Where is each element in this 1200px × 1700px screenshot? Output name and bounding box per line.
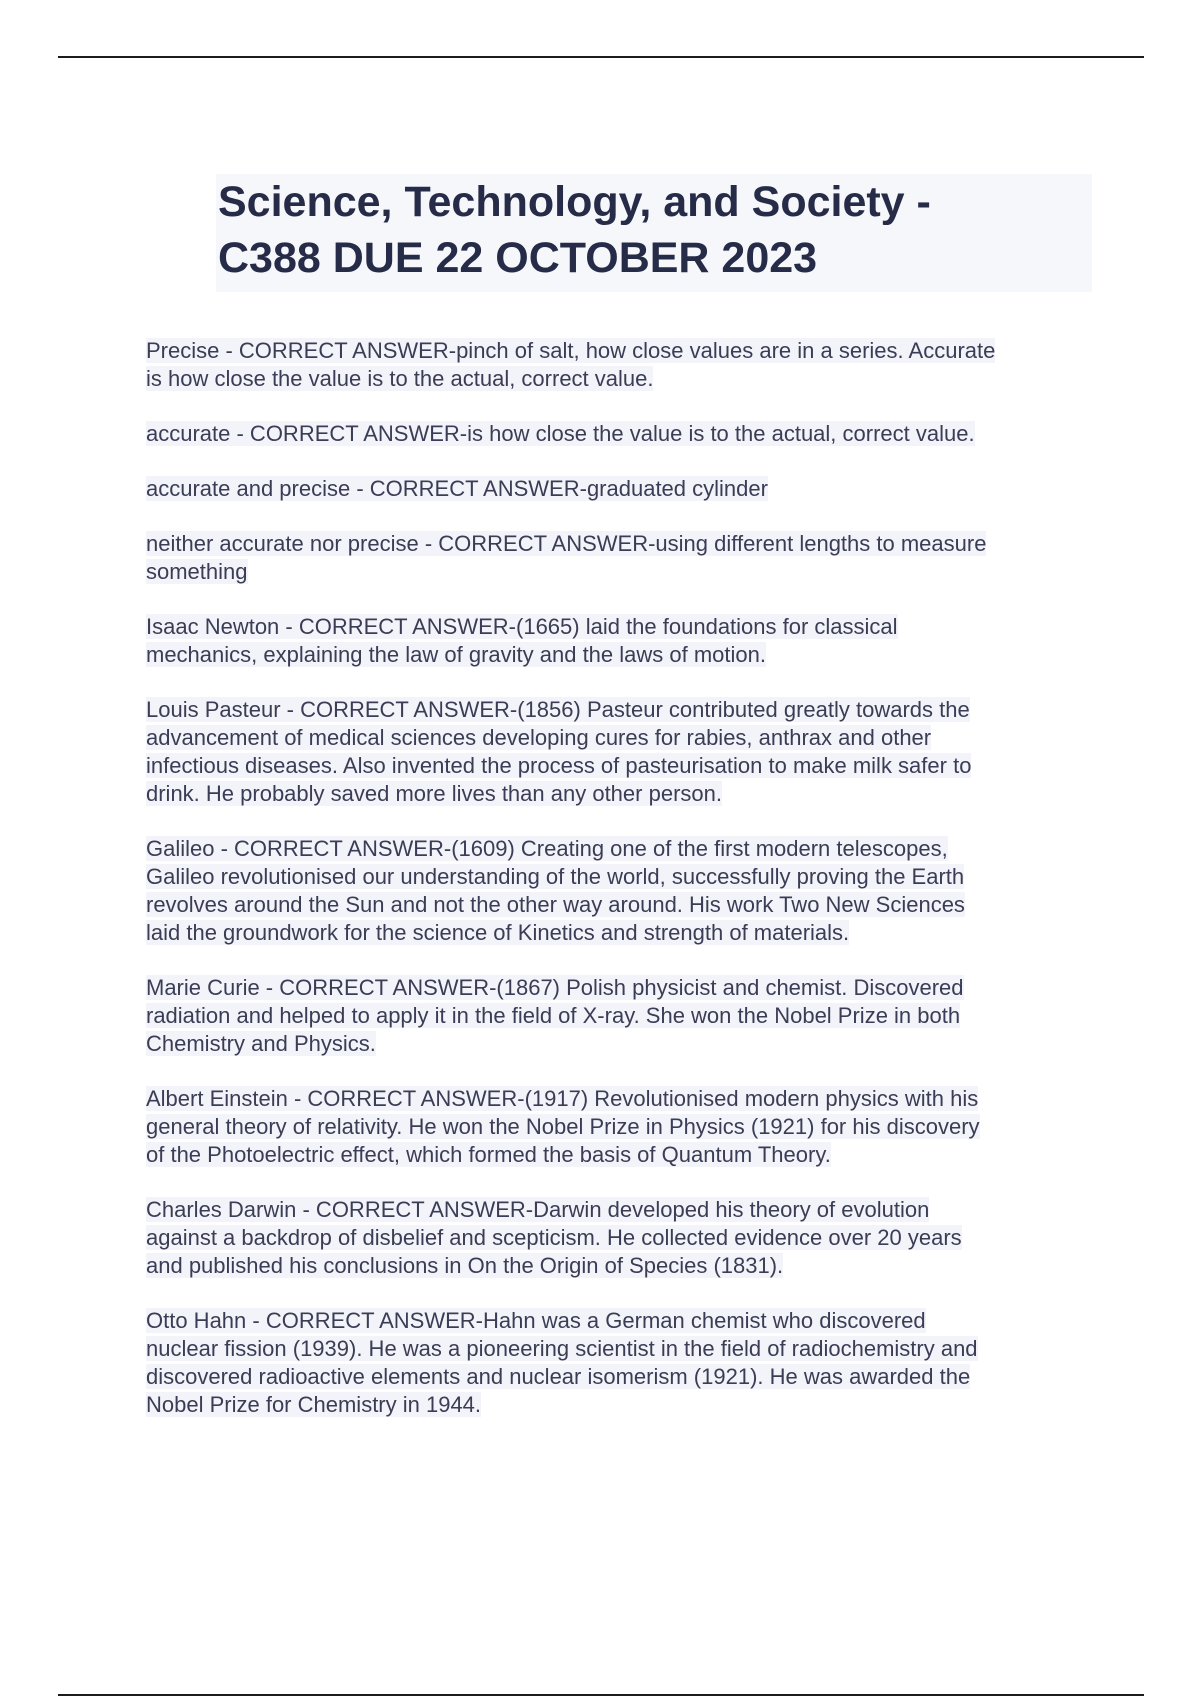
entry-line: Precise - CORRECT ANSWER-pinch of salt, how close values are in a series. Accurate [146,338,996,363]
title-line: Science, Technology, and Society - [218,178,931,226]
entry-line: something [146,559,248,584]
entry-line: Otto Hahn - CORRECT ANSWER-Hahn was a German chemist who discovered [146,1308,926,1333]
flashcard-entry-marie-curie [146,974,1096,1058]
document-title [216,174,1092,292]
entry-line: general theory of relativity. He won the Nobel Prize in Physics (1921) for his discovery [146,1114,980,1139]
entry-line: nuclear fission (1939). He was a pioneering scientist in the field of radiochemistry and [146,1336,978,1361]
entry-line: of the Photoelectric effect, which formed the basis of Quantum Theory. [146,1142,831,1167]
flashcard-entry-isaac-newton [146,613,1096,669]
entry-line: mechanics, explaining the law of gravity and the laws of motion. [146,642,766,667]
flashcard-entry-albert-einstein [146,1085,1096,1169]
flashcard-entry-accurate-and-precise [146,475,1096,503]
bottom-rule [58,1694,1144,1696]
entry-line: Marie Curie - CORRECT ANSWER-(1867) Polish physicist and chemist. Discovered [146,975,964,1000]
entry-line: laid the groundwork for the science of Kinetics and strength of materials. [146,920,850,945]
entry-line: Charles Darwin - CORRECT ANSWER-Darwin developed his theory of evolution [146,1197,930,1222]
entry-line: advancement of medical sciences developing cures for rabies, anthrax and other [146,725,932,750]
flashcard-entry-precise [146,337,1096,393]
entry-line: discovered radioactive elements and nuclear isomerism (1921). He was awarded the [146,1364,971,1389]
entry-line: Galileo revolutionised our understanding of the world, successfully proving the Earth [146,864,965,889]
entry-line: and published his conclusions in On the Origin of Species (1831). [146,1253,784,1278]
entry-line: Galileo - CORRECT ANSWER-(1609) Creating one of the first modern telescopes, [146,836,948,861]
entry-line: is how close the value is to the actual, correct value. [146,366,654,391]
entry-line: against a backdrop of disbelief and scepticism. He collected evidence over 20 years [146,1225,962,1250]
entry-line: Albert Einstein - CORRECT ANSWER-(1917) Revolutionised modern physics with his [146,1086,979,1111]
flashcard-entry-louis-pasteur [146,696,1096,808]
flashcard-entry-otto-hahn [146,1307,1096,1419]
flashcard-entry-galileo [146,835,1096,947]
entry-line: Louis Pasteur - CORRECT ANSWER-(1856) Pasteur contributed greatly towards the [146,697,970,722]
entry-line: neither accurate nor precise - CORRECT ANSWER-using different lengths to measure [146,531,987,556]
entry-line: revolves around the Sun and not the other way around. His work Two New Sciences [146,892,965,917]
entry-line: Chemistry and Physics. [146,1031,376,1056]
flashcard-entry-accurate [146,420,1096,448]
flashcard-entry-charles-darwin [146,1196,1096,1280]
entry-line: accurate - CORRECT ANSWER-is how close the value is to the actual, correct value. [146,421,975,446]
entry-line: radiation and helped to apply it in the field of X-ray. She won the Nobel Prize in both [146,1003,961,1028]
flashcard-entry-neither [146,530,1096,586]
top-rule [58,56,1144,58]
entry-line: infectious diseases. Also invented the process of pasteurisation to make milk safer to [146,753,972,778]
title-line: C388 DUE 22 OCTOBER 2023 [218,234,818,282]
entry-line: Nobel Prize for Chemistry in 1944. [146,1392,482,1417]
flashcard-list [146,337,1096,1446]
entry-line: Isaac Newton - CORRECT ANSWER-(1665) laid the foundations for classical [146,614,898,639]
entry-line: accurate and precise - CORRECT ANSWER-graduated cylinder [146,476,768,501]
entry-line: drink. He probably saved more lives than any other person. [146,781,722,806]
